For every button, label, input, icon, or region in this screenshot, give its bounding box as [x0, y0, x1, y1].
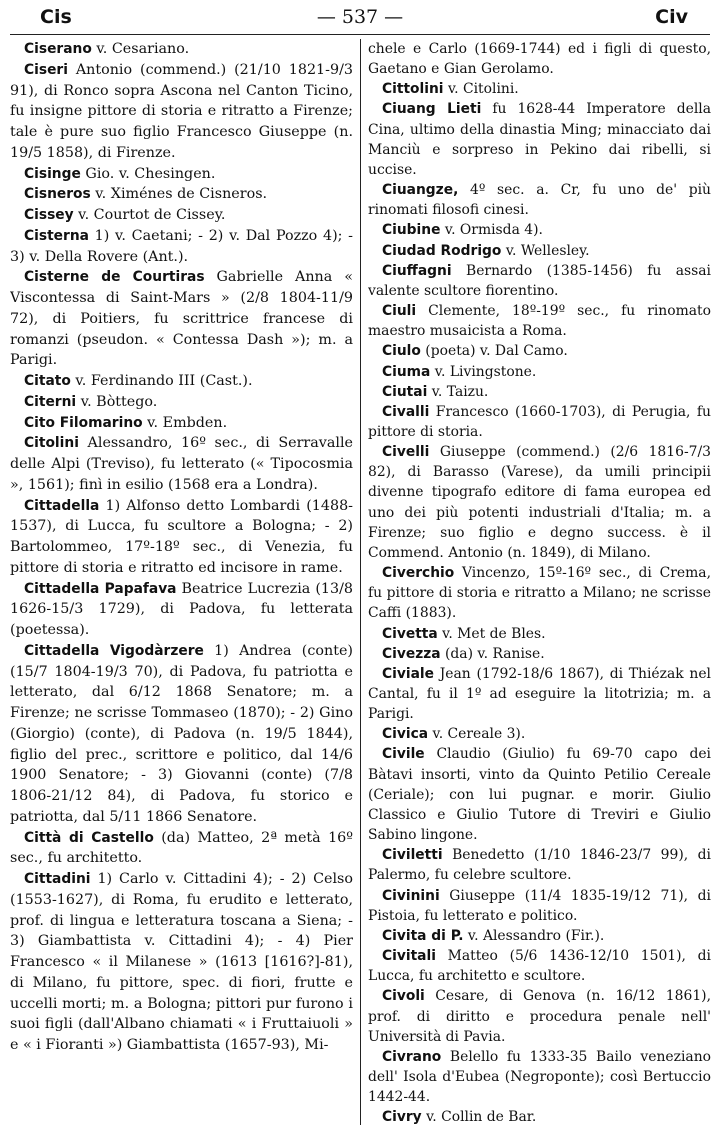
entry-text: v. Livingstone. [430, 363, 537, 380]
entry-headword: Cito Filomarino [24, 414, 143, 431]
entry-text: v. Bòttego. [76, 393, 158, 410]
entry-headword: Ciulo [382, 343, 421, 360]
entry-headword: Cittadella Vigodàrzere [24, 642, 204, 659]
dictionary-entry [10, 205, 353, 226]
entry-headword: Civile [382, 746, 425, 763]
entry-text: Cesare, di Genova (n. 16/12 1861), prof. di diritto e procedura penale nell' Università di Pavia. [368, 988, 711, 1045]
entry-text: v. Embden. [142, 414, 228, 431]
dictionary-entry [10, 433, 353, 495]
entry-text: Claudio (Giulio) fu 69-70 capo dei Bàtavi insorti, vinto da Quinto Petilio Cereale (Ceriale); con lui pugnar. e morir. Giulio Classico e Giulio Tutore di Treviri e Giulio Sabino lingone. [368, 746, 711, 844]
dictionary-entry [368, 79, 711, 99]
dictionary-entry [368, 664, 711, 724]
entry-headword: Ciuli [382, 303, 417, 320]
dictionary-entry [368, 1107, 711, 1127]
entry-text: Beatrice Lucrezia (13/8 1626-15/3 1729), di Padova, fu letterata (poetessa). [10, 580, 353, 638]
entry-headword: Cissey [24, 207, 74, 223]
dictionary-entry [368, 362, 711, 382]
entry-text: v. Cesariano. [91, 41, 190, 57]
entry-text: Antonio (commend.) (21/10 1821-9/3 91), di Ronco sopra Ascona nel Canton Ticino, fu insigne pittore di storia e ritratto a Firenze; tale è pure suo figlio Francesco Giuseppe (n. 19/5 1858), di Firenze. [10, 61, 353, 161]
entry-text: v. Ferdinando III (Cast.). [70, 373, 253, 389]
dictionary-entry [368, 886, 711, 926]
entry-text: v. Collin de Bar. [421, 1109, 537, 1126]
text-columns [10, 39, 710, 1129]
entry-text: Clemente, 18º-19º sec., fu rinomato maestro musaicista a Roma. [368, 303, 711, 340]
entry-headword: Cittadella Papafava [24, 580, 177, 597]
dictionary-entry [10, 371, 353, 392]
dictionary-entry [368, 946, 711, 986]
entry-headword: Citato [24, 373, 71, 389]
dictionary-entry [368, 261, 711, 301]
entry-headword: Ciutai [382, 383, 428, 400]
right-column [368, 39, 711, 1127]
dictionary-entry [368, 402, 711, 442]
entry-text: v. Ximénes de Cisneros. [90, 186, 268, 203]
entry-text: chele e Carlo (1669-1744) ed i figli di questo, Gaetano e Gian Gerolamo. [368, 41, 711, 78]
entry-text: Vincenzo, 15º-16º sec., di Crema, fu pittore di storia e ritratto a Milano; ne scrisse Caffi (1883). [368, 565, 711, 622]
entry-headword: Civezza [382, 645, 441, 662]
dictionary-entry [368, 1047, 711, 1107]
entry-headword: Ciuffagni [382, 262, 452, 279]
entry-headword: Civitali [382, 948, 436, 965]
dictionary-entry [368, 624, 711, 644]
entry-text: Francesco (1660-1703), di Perugia, fu pittore di storia. [368, 403, 711, 440]
entry-headword: Citerni [24, 393, 77, 410]
header-right-guide-word: Civ [655, 6, 688, 28]
entry-text: v. Cereale 3). [428, 726, 526, 743]
entry-text: Bernardo (1385-1456) fu assai valente scultore fiorentino. [368, 262, 711, 299]
page-header [10, 4, 710, 35]
entry-text: 1) Alfonso detto Lombardi (1488-1537), di Lucca, fu scultore a Bologna; - 2) Bartolommeo, 17º-18º sec., di Venezia, fu pittore di storia e ritratto ed incisore in rame. [10, 497, 353, 576]
entry-headword: Civica [382, 726, 429, 743]
dictionary-entry [368, 926, 711, 946]
dictionary-entry [10, 39, 353, 60]
entry-headword: Ciseri [24, 61, 68, 78]
entry-text: (poeta) v. Dal Camo. [420, 343, 568, 360]
entry-headword: Civiletti [382, 847, 443, 864]
entry-text: v. Met de Bles. [437, 625, 546, 642]
entry-text: v. Courtot de Cissey. [73, 207, 226, 223]
dictionary-entry [368, 382, 711, 402]
dictionary-entry [368, 986, 711, 1046]
dictionary-entry [368, 724, 711, 744]
dictionary-entry [368, 39, 711, 79]
entry-headword: Ciudad Rodrigo [382, 242, 502, 259]
entry-text: Jean (1792-18/6 1867), di Thiézak nel Cantal, fu il 1º ad eseguire la litotrizia; m. a Parigi. [368, 665, 711, 723]
entry-headword: Civrano [382, 1048, 442, 1065]
dictionary-entry [368, 301, 711, 341]
entry-text: Matteo (5/6 1436-12/10 1501), di Lucca, fu architetto e scultore. [368, 948, 711, 985]
dictionary-entry [368, 845, 711, 885]
dictionary-entry [368, 744, 711, 845]
page-number: — 537 — [316, 6, 404, 28]
entry-text: 4º sec. a. Cr, fu uno de' più rinomati filosofi cinesi. [368, 182, 711, 219]
entry-headword: Cittadella [24, 497, 100, 514]
dictionary-entry [10, 226, 353, 268]
dictionary-entry [368, 99, 711, 180]
dictionary-entry [10, 869, 353, 1056]
dictionary-entry [368, 644, 711, 664]
entry-text: Giuseppe (11/4 1835-19/12 71), di Pistoia, fu letterato e politico. [368, 887, 711, 924]
entry-text: v. Wellesley. [501, 242, 590, 259]
entry-text: Gabrielle Anna « Viscontessa di Saint-Mars » (2/8 1804-11/9 72), di Poitiers, fu scrittrice francese di romanzi (pseudon. « Contessa Dash »); m. a Parigi. [10, 269, 353, 369]
entry-text: Alessandro, 16º sec., di Serravalle delle Alpi (Treviso), fu letterato (« Tipocosmia », 1561); finì in esilio (1568 era a Londra). [10, 435, 353, 493]
entry-headword: Citolini [24, 435, 79, 452]
dictionary-entry [368, 563, 711, 623]
entry-text: 1) Andrea (conte) (15/7 1804-19/3 70), di Padova, fu patriotta e letterato, dal 6/12 1868 Senatore; m. a Firenze; ne scrisse Tommaseo (1870); - 2) Gino (Giorgio) (conte), di Padova (n. 19/5 1844), figlio del prec., scrittore e politico, dal 14/6 1900 Senatore; - 3) Giovanni (conte) (7/8 1806-21/12 84), di Padova, fu storico e patriotta, dal 5/11 1866 Senatore. [10, 642, 353, 825]
entry-text: (da) Matteo, 2ª metà 16º sec., fu architetto. [10, 829, 353, 867]
entry-text: v. Citolini. [443, 81, 519, 98]
entry-headword: Cisterne de Courtiras [24, 269, 205, 286]
left-column [10, 39, 353, 1127]
entry-text: fu 1628-44 Imperatore della Cina, ultimo della dinastia Ming; minacciato dai Manciù e sorpreso in Pekino dai ribelli, si uccise. [368, 101, 711, 178]
dictionary-entry [10, 579, 353, 641]
entry-headword: Civalli [382, 403, 430, 420]
entry-text: Benedetto (1/10 1846-23/7 99), di Palermo, fu celebre scultore. [368, 847, 711, 884]
entry-text: v. Alessandro (Fir.). [463, 927, 605, 944]
entry-headword: Ciserano [24, 41, 92, 57]
entry-headword: Ciuang Lieti [382, 101, 482, 118]
dictionary-entry [368, 442, 711, 563]
entry-text: (da) v. Ranise. [440, 645, 545, 662]
entry-text: Belello fu 1333-35 Bailo veneziano dell' Isola d'Eubea (Negroponte); così Bertuccio 1442-44. [368, 1048, 711, 1106]
column-divider [360, 39, 361, 1125]
entry-headword: Ciubine [382, 222, 441, 239]
entry-text: v. Ormisda 4). [440, 222, 543, 239]
entry-headword: Cisterna [24, 227, 89, 244]
dictionary-entry [10, 60, 353, 164]
dictionary-entry [368, 241, 711, 261]
entry-text: Gio. v. Chesingen. [80, 165, 216, 182]
entry-headword: Ciuangze, [382, 182, 459, 199]
entry-text: v. Taizu. [427, 383, 489, 400]
entry-text: Giuseppe (commend.) (2/6 1816-7/3 82), di Barasso (Varese), da umili principii divenne tipografo editore di fama europea ed uno dei più potenti industriali d'Italia; m. a Firenze; suo figlio e degno success. è il Commend. Antonio (n. 1849), di Milano. [368, 444, 711, 561]
dictionary-entry [10, 392, 353, 413]
dictionary-entry [368, 180, 711, 220]
entry-headword: Civelli [382, 444, 430, 461]
header-left-guide-word: Cis [40, 6, 72, 28]
entry-text: 1) Carlo v. Cittadini 4); - 2) Celso (1553-1627), di Roma, fu erudito e letterato, prof. di lingua e letteratura toscana a Siena; - 3) Giambattista v. Cittadini 4); - 4) Pier Francesco « il Milanese » (1613 [1616?]-81), di Milano, fu pittore, spec. di fiori, frutte e uccelli morti; m. a Bologna; pittori pur furono i suoi figli (dall'Albano chiamati « i Fruttaiuoli » e « i Fioranti ») Giambattista (1657-93), Mi- [10, 871, 353, 1053]
dictionary-entry [10, 267, 353, 371]
entry-headword: Civerchio [382, 565, 455, 582]
dictionary-entry [10, 413, 353, 434]
entry-headword: Civita di P. [382, 927, 464, 944]
entry-headword: Cisinge [24, 165, 81, 182]
dictionary-entry [368, 220, 711, 240]
dictionary-entry [368, 341, 711, 361]
entry-headword: Cisneros [24, 186, 91, 203]
entry-headword: Cittolini [382, 81, 444, 98]
dictionary-entry [10, 184, 353, 205]
dictionary-entry [10, 641, 353, 828]
entry-headword: Città di Castello [24, 829, 154, 846]
dictionary-entry [10, 496, 353, 579]
entry-headword: Civiale [382, 665, 434, 682]
entry-headword: Civoli [382, 988, 425, 1005]
dictionary-entry [10, 164, 353, 185]
entry-text: 1) v. Caetani; - 2) v. Dal Pozzo 4); - 3) v. Della Rovere (Ant.). [10, 227, 353, 265]
entry-headword: Ciuma [382, 363, 431, 380]
entry-headword: Cittadini [24, 871, 91, 887]
dictionary-entry [10, 828, 353, 870]
entry-headword: Civry [382, 1109, 422, 1126]
entry-headword: Civinini [382, 887, 440, 904]
entry-headword: Civetta [382, 625, 438, 642]
